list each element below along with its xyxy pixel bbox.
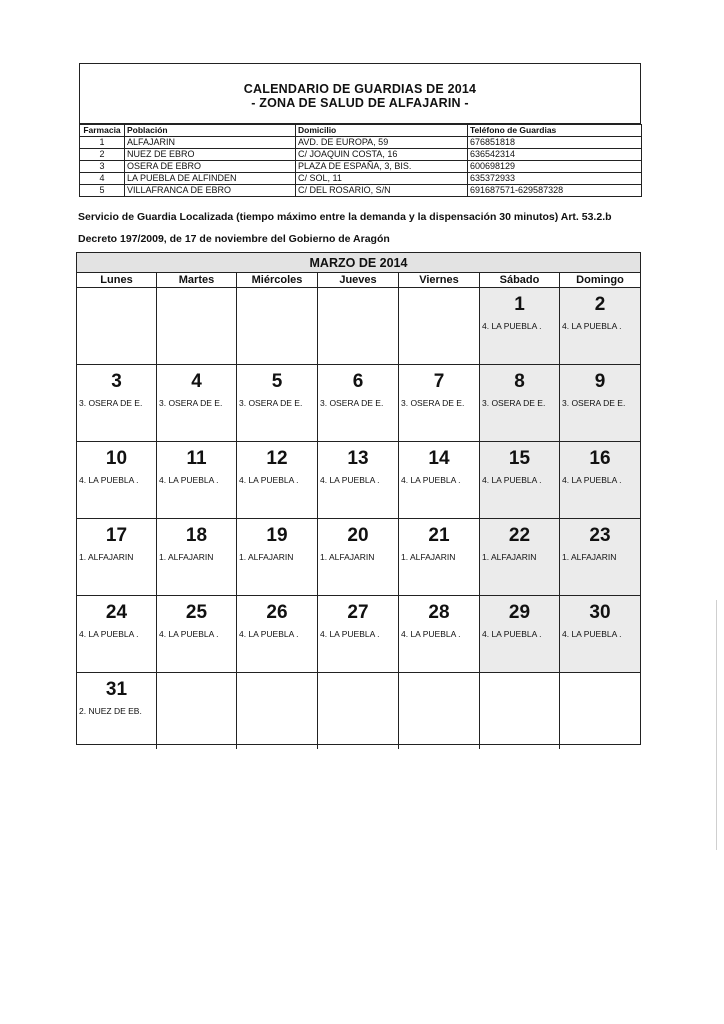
col-header-poblacion: Población <box>125 125 296 137</box>
day-number: 5 <box>271 371 283 392</box>
day-number: 8 <box>514 371 525 392</box>
day-number: 15 <box>508 448 531 469</box>
duty-pharmacy: 3. OSERA DE E. <box>482 398 546 408</box>
duty-pharmacy: 4. LA PUEBLA . <box>320 629 380 639</box>
duty-pharmacy: 4. LA PUEBLA . <box>562 629 622 639</box>
day-number: 11 <box>186 448 207 469</box>
duty-pharmacy: 1. ALFAJARIN <box>482 552 537 562</box>
calendar-week-row <box>77 365 640 442</box>
duty-pharmacy: 3. OSERA DE E. <box>239 398 303 408</box>
pharmacy-table-header <box>80 125 642 137</box>
day-number: 23 <box>589 525 611 546</box>
day-number: 1 <box>514 294 525 315</box>
calendar-day-cell <box>77 365 157 441</box>
calendar-day-cell <box>560 442 640 518</box>
pharmacy-address: PLAZA DE ESPAÑA, 3, BIS. <box>296 161 468 173</box>
pharmacy-table <box>79 124 642 197</box>
calendar-day-cell <box>318 519 399 595</box>
pharmacy-number: 4 <box>80 173 125 185</box>
document-header <box>79 63 641 124</box>
calendar-week-row <box>77 519 640 596</box>
pharmacy-phone: 691687571-629587328 <box>468 185 642 197</box>
day-number: 21 <box>428 525 450 546</box>
duty-pharmacy: 4. LA PUEBLA . <box>482 321 542 331</box>
duty-pharmacy: 3. OSERA DE E. <box>320 398 384 408</box>
day-number: 18 <box>185 525 208 546</box>
calendar-day-cell <box>399 442 480 518</box>
weekday-header: Miércoles <box>237 273 318 287</box>
calendar-week-row <box>77 442 640 519</box>
weekday-header: Lunes <box>77 273 157 287</box>
day-number: 30 <box>589 602 611 623</box>
calendar-day-cell <box>318 673 399 749</box>
day-number: 9 <box>594 371 606 392</box>
duty-pharmacy: 4. LA PUEBLA . <box>401 629 461 639</box>
pharmacy-phone: 636542314 <box>468 149 642 161</box>
duty-pharmacy: 1. ALFAJARIN <box>562 552 617 562</box>
pharmacy-phone: 676851818 <box>468 137 642 149</box>
duty-calendar <box>76 252 641 745</box>
calendar-day-cell <box>157 365 237 441</box>
table-row <box>80 149 642 161</box>
duty-pharmacy: 2. NUEZ DE EB. <box>79 706 142 716</box>
duty-pharmacy: 4. LA PUEBLA . <box>159 629 219 639</box>
duty-pharmacy: 4. LA PUEBLA . <box>79 475 139 485</box>
duty-pharmacy: 3. OSERA DE E. <box>562 398 626 408</box>
duty-pharmacy: 1. ALFAJARIN <box>401 552 456 562</box>
calendar-day-cell <box>237 442 318 518</box>
duty-pharmacy: 4. LA PUEBLA . <box>239 475 299 485</box>
duty-pharmacy: 1. ALFAJARIN <box>239 552 294 562</box>
pharmacy-address: AVD. DE EUROPA, 59 <box>296 137 468 149</box>
scan-edge-mark <box>716 600 717 850</box>
calendar-day-cell <box>399 519 480 595</box>
calendar-day-cell <box>560 596 640 672</box>
table-row <box>80 173 642 185</box>
calendar-day-cell <box>480 365 560 441</box>
day-number: 25 <box>185 602 208 623</box>
day-number: 16 <box>589 448 611 469</box>
day-number: 19 <box>266 525 288 546</box>
calendar-day-cell <box>77 673 157 749</box>
calendar-day-cell <box>480 673 560 749</box>
duty-pharmacy: 1. ALFAJARIN <box>79 552 134 562</box>
day-number: 12 <box>266 448 288 469</box>
calendar-day-cell <box>77 519 157 595</box>
day-number: 14 <box>428 448 450 469</box>
calendar-day-cell <box>157 596 237 672</box>
calendar-day-cell <box>560 519 640 595</box>
legal-note-line-2: Decreto 197/2009, de 17 de noviembre del Gobierno de Aragón <box>78 233 390 245</box>
col-header-farmacia: Farmacia <box>80 125 125 137</box>
calendar-day-cell <box>318 596 399 672</box>
pharmacy-address: C/ DEL ROSARIO, S/N <box>296 185 468 197</box>
pharmacy-phone: 600698129 <box>468 161 642 173</box>
calendar-day-cell <box>237 365 318 441</box>
weekday-header: Domingo <box>576 274 624 286</box>
duty-pharmacy: 4. LA PUEBLA . <box>159 475 219 485</box>
calendar-day-cell <box>480 442 560 518</box>
calendar-week-row <box>77 596 640 673</box>
day-number: 22 <box>508 525 531 546</box>
day-number: 3 <box>111 371 122 392</box>
pharmacy-town: NUEZ DE EBRO <box>125 149 296 161</box>
duty-pharmacy: 4. LA PUEBLA . <box>482 475 542 485</box>
duty-pharmacy: 4. LA PUEBLA . <box>401 475 461 485</box>
day-number: 7 <box>433 371 445 392</box>
duty-pharmacy: 3. OSERA DE E. <box>159 398 223 408</box>
calendar-day-cell <box>77 288 157 364</box>
pharmacy-phone: 635372933 <box>468 173 642 185</box>
calendar-day-cell <box>480 596 560 672</box>
day-number: 20 <box>347 525 369 546</box>
calendar-day-cell <box>480 519 560 595</box>
day-number: 2 <box>594 294 606 315</box>
pharmacy-town: ALFAJARIN <box>125 137 296 149</box>
calendar-day-cell <box>77 596 157 672</box>
weekday-header: Viernes <box>399 273 480 287</box>
calendar-day-cell <box>157 442 237 518</box>
calendar-week-row <box>77 673 640 750</box>
calendar-day-cell <box>399 365 480 441</box>
weekday-header: Jueves <box>318 273 399 287</box>
pharmacy-address: C/ JOAQUIN COSTA, 16 <box>296 149 468 161</box>
day-number: 26 <box>266 602 288 623</box>
document-subtitle: - ZONA DE SALUD DE ALFAJARIN - <box>251 96 469 110</box>
calendar-day-cell <box>157 288 237 364</box>
calendar-day-cell <box>399 596 480 672</box>
duty-pharmacy: 4. LA PUEBLA . <box>79 629 139 639</box>
duty-pharmacy: 3. OSERA DE E. <box>79 398 143 408</box>
calendar-day-cell <box>318 365 399 441</box>
weekday-header: Martes <box>157 273 237 287</box>
pharmacy-address: C/ SOL, 11 <box>296 173 468 185</box>
calendar-day-cell <box>560 673 640 749</box>
duty-pharmacy: 4. LA PUEBLA . <box>482 629 542 639</box>
day-number: 28 <box>428 602 450 623</box>
col-header-domicilio: Domicilio <box>296 125 468 137</box>
calendar-week-row <box>77 288 640 365</box>
calendar-day-cell <box>480 288 560 364</box>
pharmacy-number: 1 <box>80 137 125 149</box>
calendar-day-cell <box>399 288 480 364</box>
day-number: 31 <box>105 679 128 700</box>
calendar-day-cell <box>157 673 237 749</box>
calendar-day-cell <box>157 519 237 595</box>
day-number: 29 <box>508 602 531 623</box>
pharmacy-town: OSERA DE EBRO <box>125 161 296 173</box>
day-number: 24 <box>105 602 128 623</box>
day-number: 27 <box>347 602 369 623</box>
calendar-day-cell <box>237 519 318 595</box>
duty-pharmacy: 1. ALFAJARIN <box>159 552 214 562</box>
day-number: 13 <box>347 448 369 469</box>
calendar-day-cell <box>237 673 318 749</box>
table-row <box>80 185 642 197</box>
duty-pharmacy: 4. LA PUEBLA . <box>562 321 622 331</box>
calendar-month-title: MARZO DE 2014 <box>77 253 640 273</box>
table-row <box>80 161 642 173</box>
pharmacy-town: LA PUEBLA DE ALFINDEN <box>125 173 296 185</box>
duty-pharmacy: 3. OSERA DE E. <box>401 398 465 408</box>
duty-pharmacy: 4. LA PUEBLA . <box>562 475 622 485</box>
calendar-day-cell <box>237 596 318 672</box>
day-number: 6 <box>352 371 364 392</box>
day-number: 4 <box>191 371 202 392</box>
document-title: CALENDARIO DE GUARDIAS DE 2014 <box>243 82 477 96</box>
calendar-day-cell <box>318 288 399 364</box>
duty-pharmacy: 4. LA PUEBLA . <box>239 629 299 639</box>
calendar-day-cell <box>237 288 318 364</box>
pharmacy-number: 3 <box>80 161 125 173</box>
duty-pharmacy: 1. ALFAJARIN <box>320 552 375 562</box>
duty-pharmacy: 4. LA PUEBLA . <box>320 475 380 485</box>
weekday-header: Sábado <box>480 273 560 287</box>
calendar-day-cell <box>77 442 157 518</box>
calendar-day-cell <box>318 442 399 518</box>
day-number: 10 <box>105 448 128 469</box>
legal-note-line-1: Servicio de Guardia Localizada (tiempo máximo entre la demanda y la dispensación 30 minutos) Art. 53.2.b <box>78 211 612 223</box>
pharmacy-number: 5 <box>80 185 125 197</box>
day-number: 17 <box>105 525 128 546</box>
weekday-header-row <box>77 273 640 288</box>
pharmacy-town: VILLAFRANCA DE EBRO <box>125 185 296 197</box>
calendar-day-cell <box>399 673 480 749</box>
col-header-telefono: Teléfono de Guardias <box>468 125 642 137</box>
table-row <box>80 137 642 149</box>
calendar-day-cell <box>560 365 640 441</box>
calendar-day-cell <box>560 288 640 364</box>
pharmacy-number: 2 <box>80 149 125 161</box>
